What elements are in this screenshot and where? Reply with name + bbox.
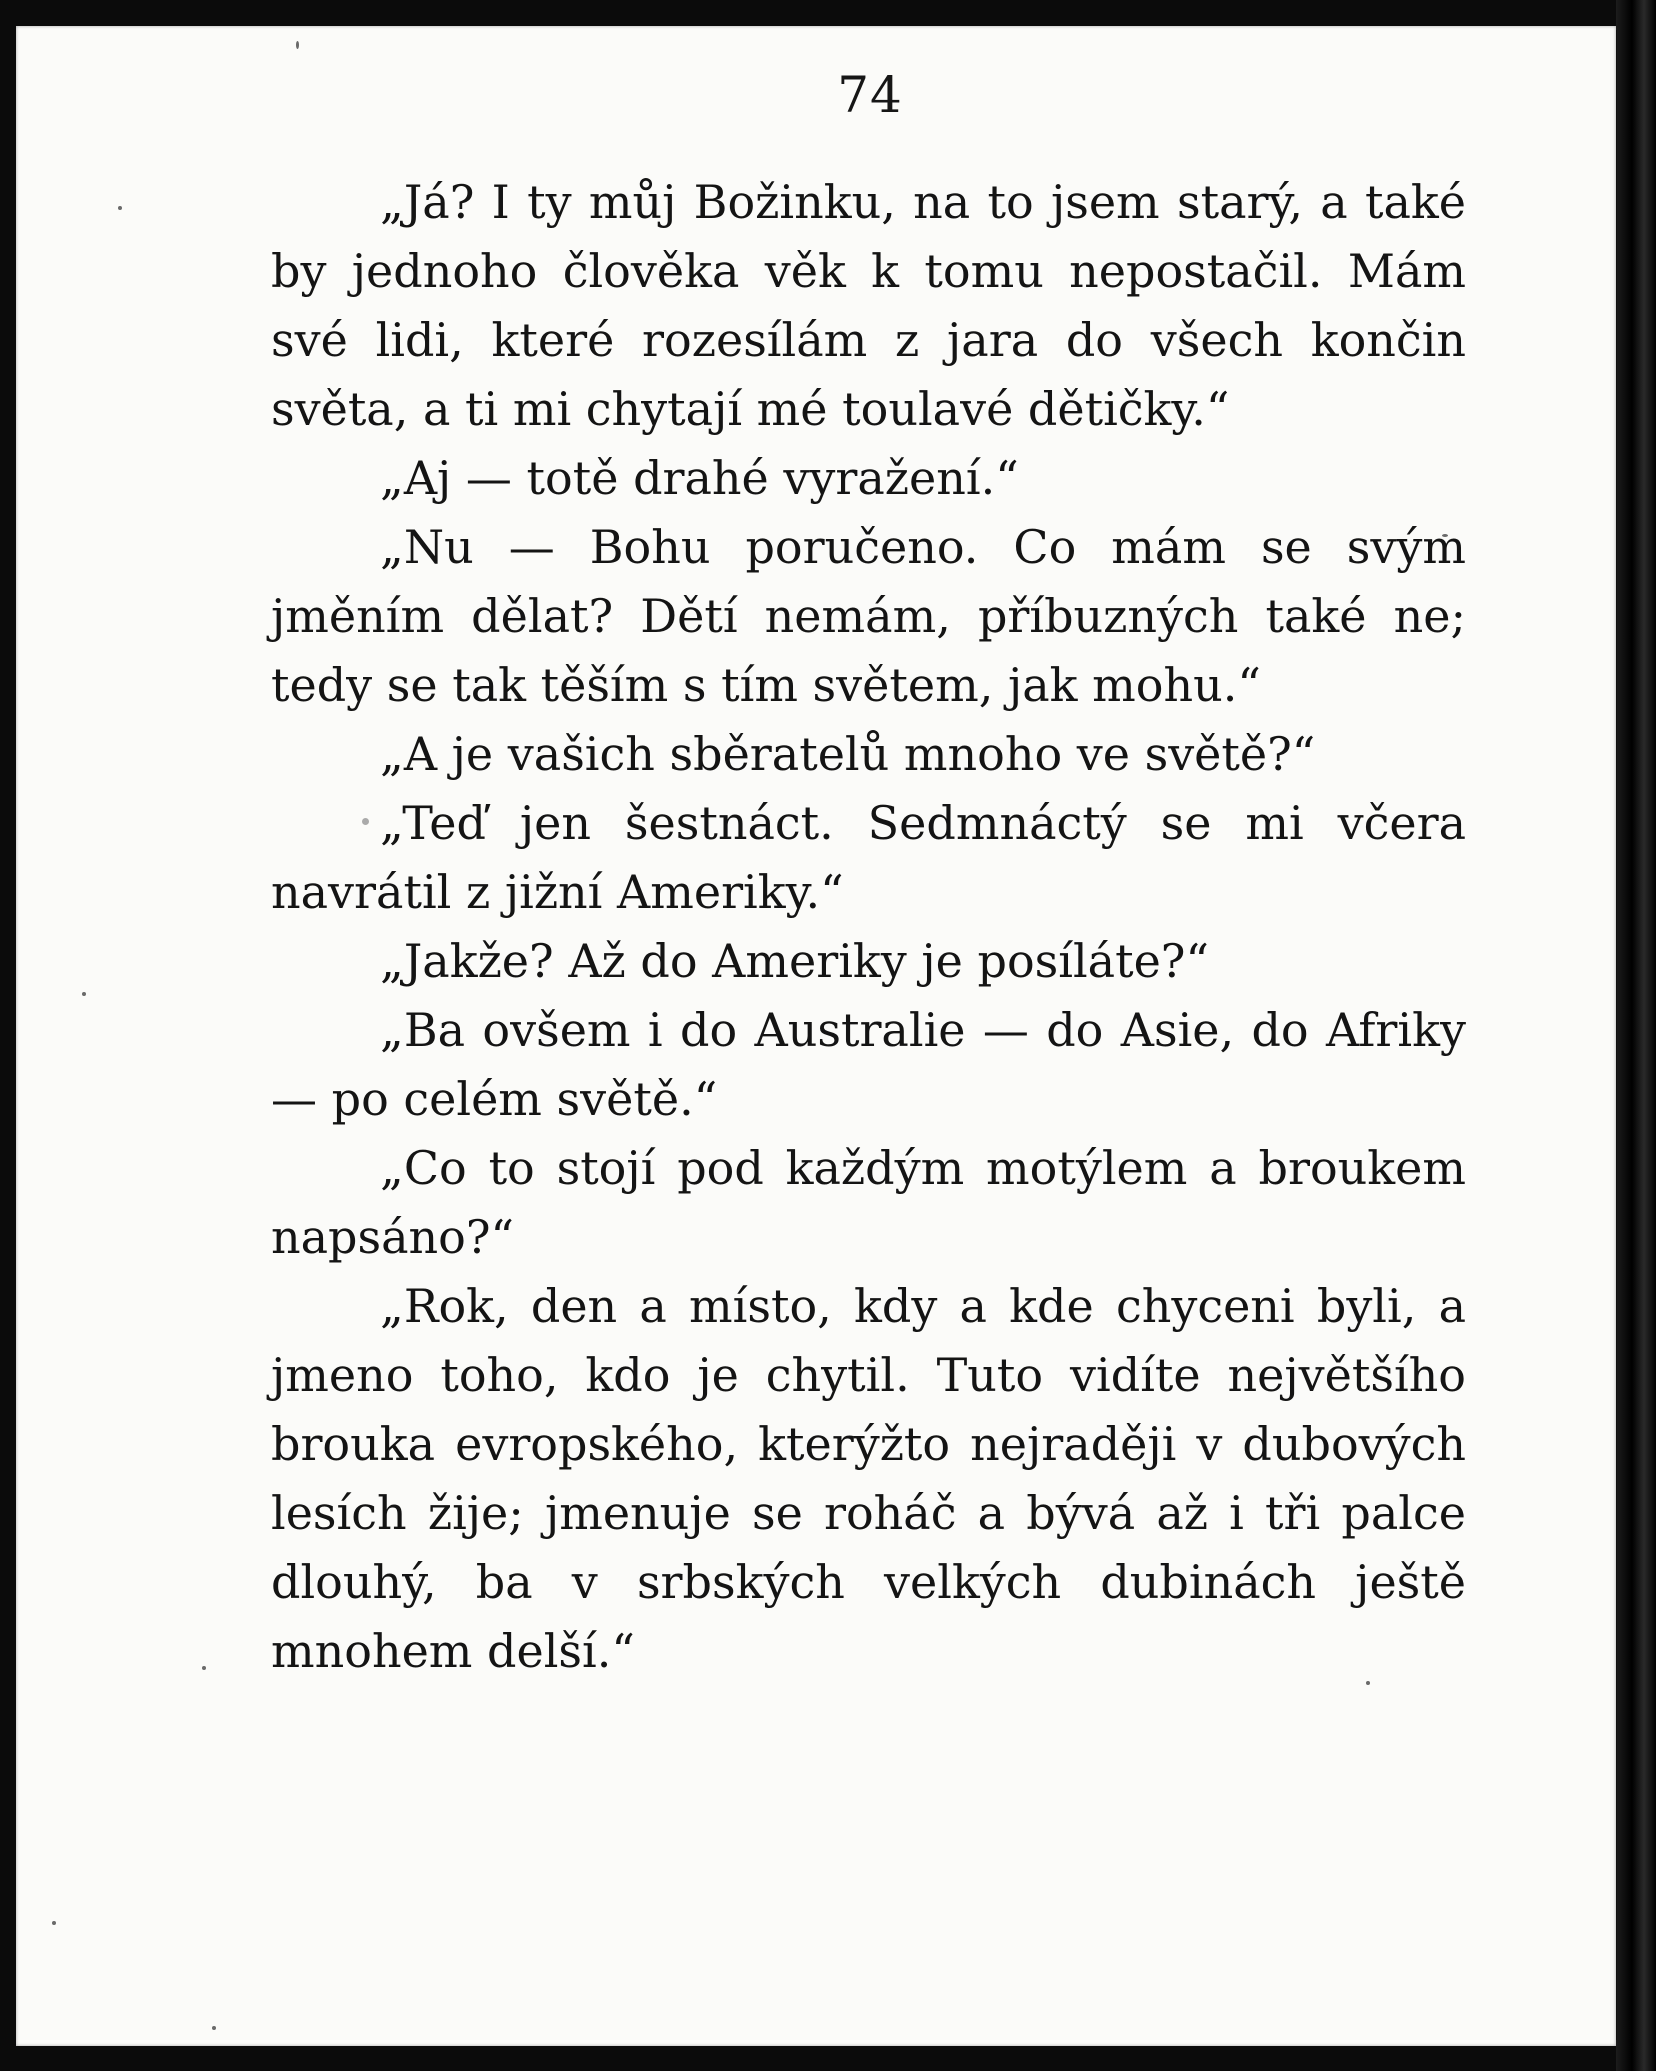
paragraph-9: „Rok, den a místo, kdy a kde chyceni byli, a jmeno toho, kdo je chytil. Tuto vidíte největšího brouka evropského, kterýžto nejraději v dubových lesích žije; jmenuje se roháč a bývá až i tři palce dlouhý, ba v srbských velkých dubinách ještě mnohem delší.“ xyxy=(271,1279,1466,1678)
book-spine-shadow xyxy=(1616,0,1656,2071)
paragraph-1: „Já? I ty můj Božinku, na to jsem starý, a také by jednoho člověka věk k tomu nepostačil. Mám své lidi, které rozesílám z jara do všech končin světa, a ti mi chytají mé toulavé dětičky.“ xyxy=(271,175,1466,436)
print-speck xyxy=(296,41,299,49)
paragraph-7: „Ba ovšem i do Australie — do Asie, do Afriky — po celém světě.“ xyxy=(271,1003,1466,1126)
body-text xyxy=(271,168,1466,1686)
print-speck xyxy=(118,206,122,210)
print-speck xyxy=(202,1666,206,1670)
page-number: 74 xyxy=(837,66,903,124)
print-speck xyxy=(82,992,86,996)
print-speck xyxy=(212,2026,216,2030)
paragraph-4: „A je vašich sběratelů mnoho ve světě?“ xyxy=(380,727,1316,781)
paragraph-8: „Co to stojí pod každým motýlem a broukem napsáno?“ xyxy=(271,1141,1466,1264)
print-speck xyxy=(52,1921,56,1925)
paragraph-5: „Teď jen šestnáct. Sedmnáctý se mi včera navrátil z jižní Ameriky.“ xyxy=(271,796,1466,919)
paragraph-3: „Nu — Bohu poručeno. Co mám se svým jměním dělat? Dětí nemám, příbuzných také ne; tedy se tak těším s tím světem, jak mohu.“ xyxy=(271,520,1466,712)
paragraph-6: „Jakže? Až do Ameriky je posíláte?“ xyxy=(380,934,1209,988)
paragraph-2: „Aj — totě drahé vyražení.“ xyxy=(380,451,1019,505)
